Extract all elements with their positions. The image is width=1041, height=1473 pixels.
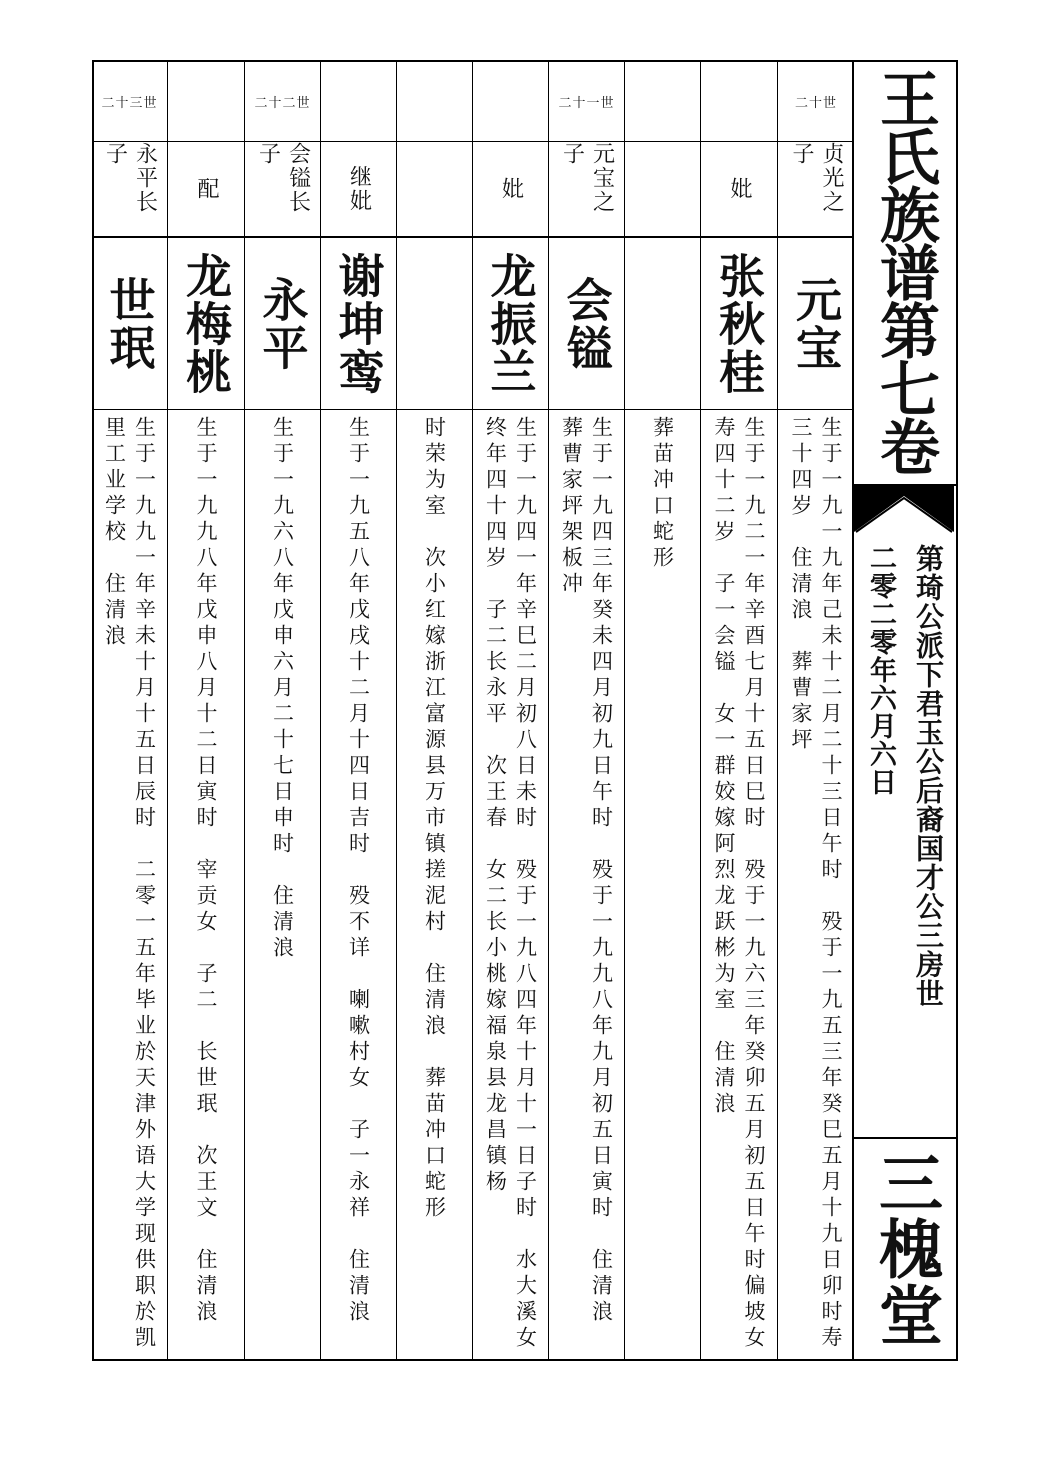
record-column xyxy=(92,62,167,1359)
biography-text: 时荣为室 次小红嫁浙江富源县万市镇搓泥村 住清浪 葬苗冲口蛇形 xyxy=(422,416,447,1222)
generation-label: 二十世 xyxy=(778,62,854,142)
biography-text: 葬苗冲口蛇形 xyxy=(650,416,675,572)
generation-label: 二十二世 xyxy=(245,62,320,142)
biography-text: 生于一九一九年己未十二月二十三日午时 殁于一九五三年癸巳五月十九日卯时寿三十四岁 住清浪 葬曹家坪 xyxy=(789,416,843,1352)
biography-text: 生于一九九八年戊申八月十二日寅时 宰贡女 子二 长世珉 次王文 住清浪 xyxy=(194,416,218,1326)
generation-label xyxy=(625,62,700,142)
biography-text: 生于一九四三年癸未四月初九日午时 殁于一九九八年九月初五日寅时 住清浪 葬曹家坪架板冲 xyxy=(559,416,614,1352)
person-name: 元宝 xyxy=(778,238,854,410)
relation-label: 会镒长子 xyxy=(245,142,320,238)
hall-name-box xyxy=(854,1137,956,1359)
record-column xyxy=(777,62,854,1359)
record-column xyxy=(167,62,244,1359)
record-column xyxy=(472,62,548,1359)
relation-label: 继妣 xyxy=(321,142,396,238)
record-column xyxy=(396,62,472,1359)
hall-name: 三槐堂 xyxy=(868,1150,942,1348)
relation-label: 妣 xyxy=(473,142,548,238)
generation-label: 二十三世 xyxy=(92,62,167,142)
generation-label xyxy=(168,62,244,142)
branch-lineage: 第琦公派下君玉公后裔国才公三房世 xyxy=(912,544,945,1008)
title-middle xyxy=(854,486,956,1142)
biography-text: 生于一九四一年辛巳二月初八日未时 殁于一九八四年十月十一日子时 水大溪女终年四十四岁 子二长永平 次王春 女二长小桃嫁福泉县龙昌镇杨 xyxy=(483,416,538,1352)
person-name: 龙梅桃 xyxy=(168,238,244,410)
person-name: 龙振兰 xyxy=(473,238,548,410)
record-column xyxy=(244,62,320,1359)
person-name: 张秋桂 xyxy=(701,238,777,410)
volume-title-box xyxy=(854,62,956,486)
generation-label xyxy=(397,62,472,142)
person-name: 谢坤鸾 xyxy=(321,238,396,410)
biography-text: 生于一九五八年戊戌十二月十四日吉时 殁不详 喇嗽村女 子一永祥 住清浪 xyxy=(346,416,371,1326)
person-name: 世珉 xyxy=(92,238,167,410)
genealogy-page xyxy=(92,60,958,1378)
record-column xyxy=(548,62,624,1359)
record-column xyxy=(320,62,396,1359)
record-column xyxy=(700,62,777,1378)
person-name xyxy=(397,238,472,410)
generation-label xyxy=(701,62,777,142)
person-name: 永平 xyxy=(245,238,320,410)
relation-label: 配 xyxy=(168,142,244,238)
generation-label: 二十一世 xyxy=(549,62,624,142)
relation-label xyxy=(397,142,472,238)
relation-label: 妣 xyxy=(701,142,777,238)
biography-text: 生于一九六八年戊申六月二十七日申时 住清浪 xyxy=(270,416,295,962)
biography-text: 生于一九九一年辛未十月十五日辰时 二零一五年毕业於天津外语大学现供职於凯里工业学校 住清浪 xyxy=(102,416,157,1352)
volume-title: 王氏族谱第七卷 xyxy=(870,68,940,474)
biography-text: 生于一九二一年辛酉七月十五日巳时 殁于一九六三年癸卯五月初五日午时偏坡女 寿四十二岁 子一会镒 女一群姣嫁阿烈龙跃彬为室 住清浪 xyxy=(712,416,766,1378)
record-column xyxy=(624,62,700,1359)
relation-label: 元宝之子 xyxy=(549,142,624,238)
compiled-date: 二零二零年六月六日 xyxy=(865,544,896,796)
generation-label xyxy=(473,62,548,142)
person-name: 会镒 xyxy=(549,238,624,410)
title-panel xyxy=(852,62,956,1359)
relation-label: 贞光之子 xyxy=(778,142,854,238)
generation-label xyxy=(321,62,396,142)
relation-label xyxy=(625,142,700,238)
person-name xyxy=(625,238,700,410)
relation-label: 永平长子 xyxy=(92,142,167,238)
